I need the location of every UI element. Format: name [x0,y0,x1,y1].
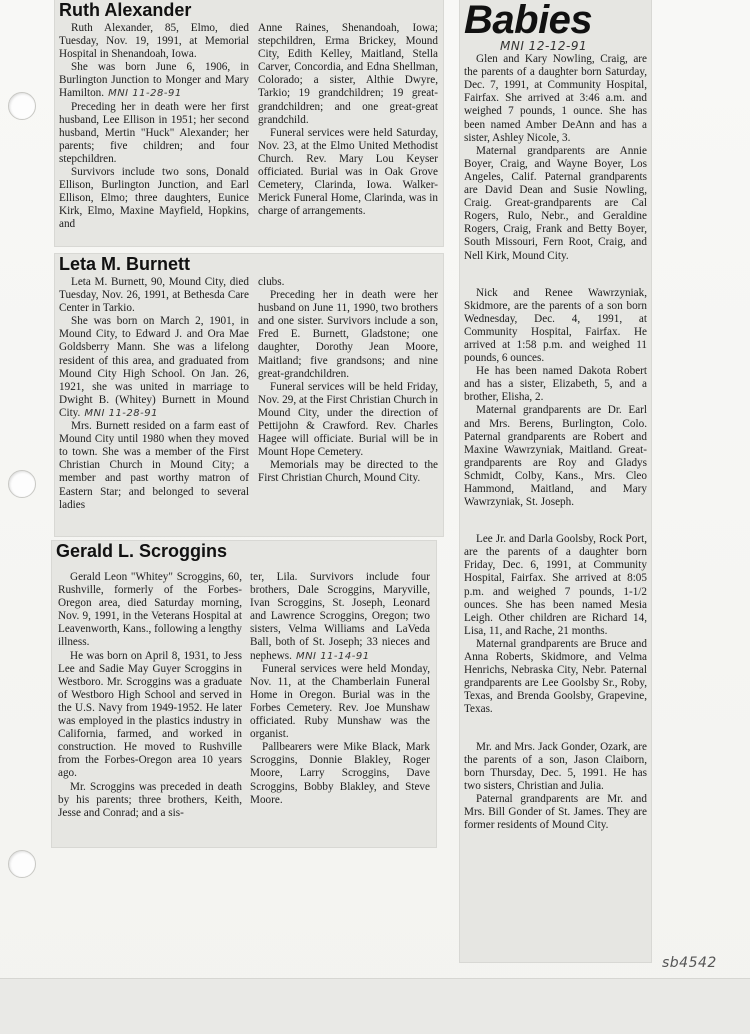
paragraph: Survivors include two sons, Donald Ellison, Burlington Junction, and Earl Ellison, Elmo; three daughters, Eunice Kirk, Elmo, Maxine Mayfield, Hopkins, and [59,166,249,231]
paragraph: Memorials may be directed to the First Christian Church, Mound City. [258,459,438,485]
obituary-gerald-scroggins [52,541,436,847]
paragraph: She was born on March 2, 1901, in Mound City, to Edward J. and Ora Mae Goldsberry Mann. She was a lifelong resident of this area, and graduated from Mound City High School. On Jan. 26, 1921, she was united in marriage to Dwight B. (Whitey) Burnett in Mound City. MNI 11-28-91 [59,315,249,419]
paragraph: Glen and Kary Nowling, Craig, are the parents of a daughter born Saturday, Dec. 7, 1991, at Community Hospital, Fairfax. She arrived at 3:46 a.m. and weighed 7 pounds, 1 ounce. She has been named Amber DeAnn and has a sister, Ashley Nicole, 3. [464,53,647,144]
paragraph: Ruth Alexander, 85, Elmo, died Tuesday, Nov. 19, 1991, at Memorial Hospital in Shenandoah, Iowa. [59,22,249,61]
obituary-column-2 [258,22,438,218]
birth-announcement [464,533,647,716]
entry-separator [464,717,647,741]
paragraph: clubs. [258,276,285,288]
page-bottom-edge [0,978,750,1034]
obituary-column-1 [59,22,249,232]
paragraph: Funeral services were held Saturday, Nov. 23, at the Elmo United Methodist Church. Rev. Mary Lou Keyser officiated. Burial was in Oak Grove Cemetery, Clarinda, Iowa. Walker-Merick Funeral Home, Clarinda, was in charge of arrangements. [258,126,438,218]
paragraph: Maternal grandparents are Bruce and Anna Roberts, Skidmore, and Velma Henrichs, Nebraska City, Nebr. Paternal grandparents are Lee Goolsby Sr., Roby, Texas, and Brenda Goolsby, Grapevine, Texas. [464,637,647,716]
handwritten-date-note: MNI 12-12-91 [500,39,588,53]
binder-hole [8,470,36,498]
birth-announcement [464,741,647,833]
paragraph: Maternal grandparents are Annie Boyer, Craig, and Wayne Boyer, Los Angeles, Calif. Paternal grandparents are David Dean and Susie Nowling, Craig. Great-grandparents are Cal Rogers, Rulo, Nebr., and Geraldine Rogers, Craig, Frank and Betty Boyer, South Missouri, Fern Root, Craig, and Nell Kirk, Mound City. [464,144,647,262]
paragraph: Lee Jr. and Darla Goolsby, Rock Port, are the parents of a daughter born Friday, Dec. 6, 1991, at Community Hospital, Fairfax. She arrived at 8:05 p.m. and weighed 7 pounds, 1-1/2 ounces. She has been named Mesia Leigh. Other children are Richard 14, Lisa, 11, and Rache, 21 months. [464,533,647,637]
paragraph: Preceding her in death were her husband on June 11, 1990, two brothers and one sister. Survivors include a son, Fred E. Burnett, Gladstone; one daughter, Dorothy Jean Moore, Maitland; five grandsons; and nine great-grandchildren. [258,289,438,380]
entry-separator [464,263,647,287]
paragraph: Preceding her in death were her first husband, Lee Ellison in 1951; her second husband, Mertin "Huck" Alexander; her parents; five children; and four stepchildren. [59,100,249,165]
birth-announcement [464,287,647,510]
paragraph: Funeral services were held Monday, Nov. 11, at the Chamberlain Funeral Home in Oregon. Burial was in the Forbes Cemetery. Rev. Joe Munshaw officiated. Ruby Munshaw was the organist. [250,662,430,741]
obituary-title: Ruth Alexander [59,0,192,20]
birth-announcement [464,53,647,263]
handwritten-date-note: MNI 11-28-91 [84,407,158,419]
birth-announcements [464,40,647,832]
paragraph: He has been named Dakota Robert and has a sister, Elizabeth, 5, and a brother, Elisha, 2. [464,365,647,404]
handwritten-date-note: MNI 11-14-91 [295,650,370,662]
paragraph: Mrs. Burnett resided on a farm east of Mound City until 1980 when they moved to town. She was a member of the First Christian Church in Mound City; a member and past worthy matron of Eastern Star; and belonged to several ladies [59,420,249,511]
obituary-column-2 [258,276,438,486]
paragraph: ter, Lila. Survivors include four brothers, Dale Scroggins, Maryville, Ivan Scroggins, St. Joseph, Leonard and Lawrence Scroggins, Oregon; two sisters, Velma Williams and LaVeda Ball, both of St. Joseph; 33 nieces and nephews. MNI 11-14-91 [250,571,430,662]
paragraph: He was born on April 8, 1931, to Jess Lee and Sadie May Guyer Scroggins in Westboro. Mr. Scroggins was a graduate of Westboro High School and served in the U.S. Navy from 1949-1952. He later was employed in the plastics industry in California, farmed, and worked in construction. He moved to Rushville from the Forbes-Oregon area 10 years ago. [58,649,242,780]
paragraph: Leta M. Burnett, 90, Mound City, died Tuesday, Nov. 26, 1991, at Bethesda Care Center in Tarkio. [59,276,249,315]
obituary-column-1 [58,571,242,820]
binder-hole [8,92,36,120]
paragraph: Funeral services will be held Friday, Nov. 29, at the First Christian Church in Mound City, under the direction of Pettijohn & Crawford. Rev. Charles Hagee will officiate. Burial will be in Mount Hope Cemetery. [258,380,438,459]
obituary-ruth-alexander [55,0,443,246]
babies-title: Babies [464,0,593,42]
obituary-leta-burnett [55,254,443,536]
paragraph: She was born June 6, 1906, in Burlington Junction to Monger and Mary Hamilton. MNI 11-28-91 [59,61,249,100]
paragraph: Mr. and Mrs. Jack Gonder, Ozark, are the parents of a son, Jason Claiborn, born Thursday, Dec. 5, 1991. He has two sisters, Christian and Julia. [464,740,647,792]
paragraph: Pallbearers were Mike Black, Mark Scroggins, Donnie Blakley, Roger Moore, Larry Scroggins, Dave Scroggins, Bobby Blakley, and Steve Moore. [250,741,430,806]
obituary-column-1 [59,276,249,512]
paragraph: Maternal grandparents are Dr. Earl and Mrs. Berens, Burlington, Colo. Paternal grandparents are Robert and Maxine Wawrzyniak, Maitland. Great-grandparents are Roy and Gladys Schmidt, Colby, Kans., Mrs. Cleo Hammond, Maitland, and Mary Wawrzyniak, St. Joseph. [464,404,647,509]
paragraph: Nick and Renee Wawrzyniak, Skidmore, are the parents of a son born Wednesday, Dec. 4, 1991, at Community Hospital, Fairfax. He arrived at 1:58 p.m. and weighed 11 pounds, 6 ounces. [464,286,647,365]
archive-reference: sb4542 [662,955,717,971]
binder-hole [8,850,36,878]
obituary-column-2 [250,571,430,807]
paragraph: Gerald Leon "Whitey" Scroggins, 60, Rushville, formerly of the Forbes-Oregon area, died Saturday morning, Nov. 9, 1991, in the Veterans Hospital at Leavenworth, Kans., following a lengthy illness. [58,571,242,649]
handwritten-date-note: MNI 11-28-91 [108,88,182,100]
paragraph: Anne Raines, Shenandoah, Iowa; stepchildren, Erma Brickey, Mound City, Edith Kelley, Maitland, Stella Carver, Concordia, and Edna Shellman, Colorado; a sister, Althie Dwyre, Tarkio; 19 grandchildren; 19 great-grandchildren; and one great-great grandchild. [258,22,438,126]
babies-column [460,0,651,962]
entry-separator [464,509,647,533]
paragraph: Mr. Scroggins was preceded in death by his parents; three brothers, Keith, Jesse and Conrad; and a sis- [58,780,242,819]
obituary-title: Leta M. Burnett [59,254,191,274]
paragraph: Paternal grandparents are Mr. and Mrs. Bill Gonder of St. James. They are former residents of Mound City. [464,792,647,832]
obituary-title: Gerald L. Scroggins [56,541,228,561]
